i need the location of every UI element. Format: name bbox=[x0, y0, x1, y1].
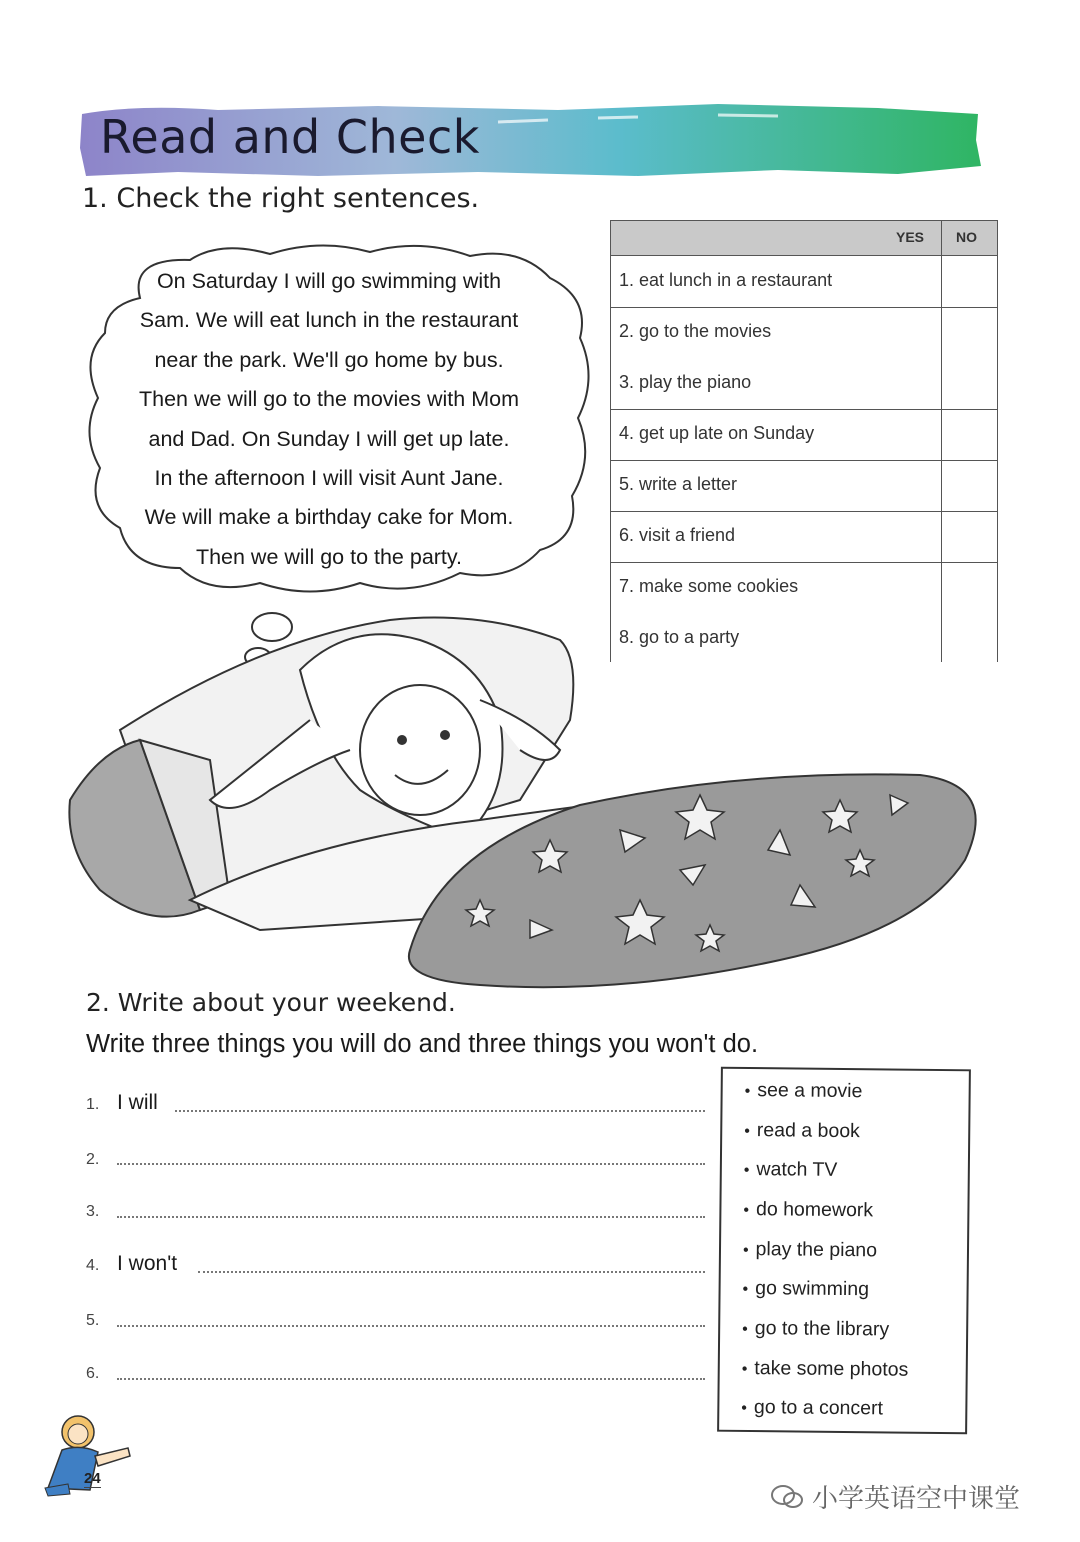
checkbox-cell[interactable] bbox=[942, 512, 997, 562]
table-row-line bbox=[610, 307, 998, 308]
writing-line[interactable] bbox=[117, 1163, 705, 1165]
checkbox-cell[interactable] bbox=[942, 257, 997, 307]
line-prefix: I will bbox=[117, 1091, 158, 1114]
line-number: 6. bbox=[86, 1365, 100, 1382]
line-number: 5. bbox=[86, 1312, 100, 1329]
story-line: In the afternoon I will visit Aunt Jane. bbox=[154, 466, 504, 491]
table-border-left bbox=[610, 220, 611, 662]
exercise2-heading: 2. Write about your weekend. bbox=[86, 988, 456, 1017]
table-item: 7. make some cookies bbox=[619, 576, 799, 596]
word-option: • read a book bbox=[744, 1119, 860, 1143]
story-line: Sam. We will eat lunch in the restaurant bbox=[139, 308, 519, 333]
column-no: NO bbox=[956, 229, 977, 245]
writing-line[interactable] bbox=[175, 1110, 705, 1112]
story-line: We will make a birthday cake for Mom. bbox=[144, 505, 514, 530]
word-option: • watch TV bbox=[744, 1158, 838, 1182]
page-number: 24 bbox=[84, 1470, 101, 1487]
word-box bbox=[717, 1067, 971, 1435]
story-line: near the park. We'll go home by bus. bbox=[154, 347, 504, 372]
chat-bubble-icon bbox=[770, 1482, 804, 1512]
line-number: 3. bbox=[86, 1203, 100, 1220]
writing-line[interactable] bbox=[117, 1216, 705, 1218]
story-line: Then we will go to the movies with Mom bbox=[139, 387, 519, 412]
exercise1-instruction: 1. Check the right sentences. bbox=[82, 183, 480, 214]
table-header bbox=[610, 220, 998, 256]
table-item: 5. write a letter bbox=[619, 474, 738, 494]
writing-line[interactable] bbox=[198, 1271, 705, 1273]
line-number: 4. bbox=[86, 1257, 100, 1274]
story-line: and Dad. On Sunday I will get up late. bbox=[148, 426, 510, 451]
page-title: Read and Check bbox=[100, 110, 480, 164]
word-option: • take some photos bbox=[742, 1357, 909, 1382]
word-option: • see a movie bbox=[745, 1079, 863, 1103]
table-item: 1. eat lunch in a restaurant bbox=[619, 270, 833, 290]
table-row-line bbox=[610, 460, 998, 461]
checkbox-cell[interactable] bbox=[942, 461, 997, 511]
story-line: Then we will go to the party. bbox=[195, 544, 463, 569]
story-line: On Saturday I will go swimming with bbox=[156, 269, 502, 293]
word-option: • go swimming bbox=[742, 1277, 869, 1301]
table-item: 6. visit a friend bbox=[619, 525, 736, 545]
check-table bbox=[610, 220, 1000, 662]
watermark bbox=[770, 1478, 1020, 1515]
table-border-right bbox=[997, 220, 998, 662]
word-option: • go to a concert bbox=[741, 1396, 883, 1420]
word-option: • play the piano bbox=[743, 1238, 877, 1262]
writing-line[interactable] bbox=[117, 1378, 705, 1380]
table-row-line bbox=[610, 409, 998, 410]
table-row-line bbox=[610, 511, 998, 512]
line-prefix: I won't bbox=[117, 1252, 178, 1275]
line-number: 1. bbox=[86, 1096, 100, 1113]
table-item: 8. go to a party bbox=[619, 627, 740, 647]
word-option: • go to the library bbox=[742, 1317, 889, 1342]
table-item: 2. go to the movies bbox=[619, 321, 772, 341]
table-item: 4. get up late on Sunday bbox=[619, 423, 815, 443]
writing-line[interactable] bbox=[117, 1325, 705, 1327]
checkbox-cell[interactable] bbox=[942, 410, 997, 460]
watermark-text: 小学英语空中课堂 bbox=[812, 1483, 1021, 1513]
story-text bbox=[95, 262, 563, 577]
word-option: • do homework bbox=[743, 1198, 873, 1222]
girl-in-bed-illustration bbox=[60, 600, 980, 990]
table-row-line bbox=[610, 562, 998, 563]
table-item: 3. play the piano bbox=[619, 372, 752, 392]
exercise2-instruction: Write three things you will do and three things you won't do. bbox=[86, 1030, 759, 1058]
line-number: 2. bbox=[86, 1151, 100, 1168]
checkbox-cell[interactable] bbox=[942, 308, 997, 409]
column-yes: YES bbox=[896, 229, 925, 245]
